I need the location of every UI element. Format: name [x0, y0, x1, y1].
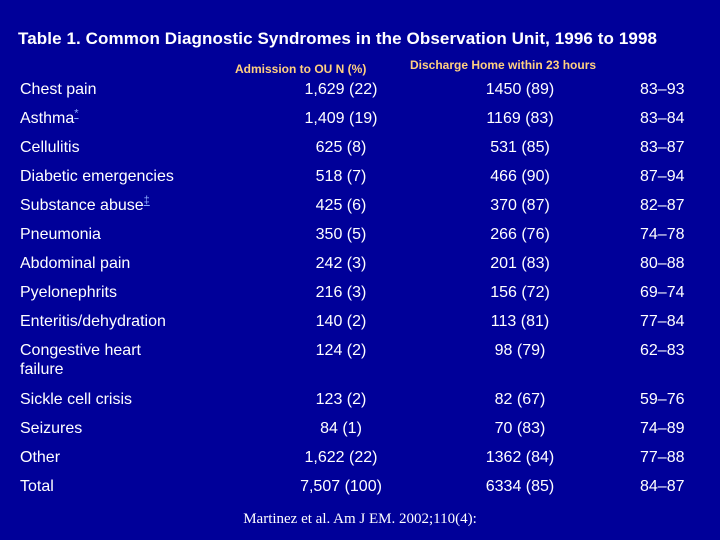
syndrome-name	[20, 390, 280, 409]
discharge-count: 1169 (83)	[486, 110, 554, 127]
confidence-interval: 84–87	[640, 478, 685, 495]
confidence-interval: 82–87	[640, 197, 685, 214]
table-row	[0, 138, 720, 166]
confidence-interval: 83–87	[640, 139, 685, 156]
syndrome-name	[20, 196, 280, 215]
discharge-count: 531 (85)	[490, 139, 550, 156]
table-row	[0, 225, 720, 253]
confidence-interval: 59–76	[640, 391, 685, 408]
discharge-count: 70 (83)	[494, 420, 546, 437]
admission-count: 1,622 (22)	[304, 449, 378, 466]
confidence-interval: 87–94	[640, 168, 685, 185]
syndrome-label: Pneumonia	[20, 226, 101, 243]
syndrome-label: Other	[20, 449, 61, 466]
table-row	[0, 80, 720, 108]
syndrome-label: Asthma	[20, 110, 75, 127]
discharge-count: 201 (83)	[490, 255, 550, 272]
confidence-interval: 77–84	[640, 313, 685, 330]
admission-column-header: Admission to OU N (%)	[235, 62, 367, 76]
syndrome-label: Cellulitis	[20, 139, 80, 156]
syndrome-label: Congestive heart failure	[20, 342, 141, 378]
table-title: Table 1. Common Diagnostic Syndromes in the Observation Unit, 1996 to 1998	[18, 29, 658, 48]
confidence-interval: 77–88	[640, 449, 685, 466]
syndrome-name	[20, 109, 280, 128]
syndrome-label: Diabetic emergencies	[20, 168, 174, 185]
citation	[0, 511, 720, 528]
admission-count: 124 (2)	[315, 342, 367, 359]
table-row	[0, 341, 720, 378]
syndrome-name	[20, 138, 280, 157]
table-row	[0, 283, 720, 311]
admission-count: 84 (1)	[320, 420, 362, 437]
confidence-interval: 74–78	[640, 226, 685, 243]
confidence-interval: 80–88	[640, 255, 685, 272]
confidence-interval: 83–84	[640, 110, 685, 127]
table-row	[0, 109, 720, 137]
confidence-interval: 62–83	[640, 342, 685, 359]
discharge-count: 113 (81)	[490, 313, 550, 330]
syndrome-name	[20, 167, 280, 186]
syndrome-name	[20, 254, 280, 273]
syndrome-name	[20, 225, 280, 244]
syndrome-label: Abdominal pain	[20, 255, 131, 272]
admission-count: 350 (5)	[315, 226, 367, 243]
syndrome-name	[20, 477, 280, 496]
syndrome-label: Substance abuse	[20, 197, 144, 214]
discharge-count: 1362 (84)	[485, 449, 555, 466]
syndrome-name	[20, 448, 280, 467]
table-row	[0, 254, 720, 282]
syndrome-label: Total	[20, 478, 54, 495]
syndrome-label: Chest pain	[20, 81, 97, 98]
discharge-count: 1450 (89)	[485, 81, 555, 98]
admission-count: 625 (8)	[315, 139, 367, 156]
admission-count: 518 (7)	[315, 168, 367, 185]
discharge-count: 466 (90)	[490, 168, 550, 185]
syndrome-name	[20, 419, 280, 438]
footnote-link[interactable]: ‡	[143, 194, 150, 207]
table-row	[0, 448, 720, 476]
footnote-link[interactable]: *	[74, 107, 79, 120]
syndrome-name	[20, 312, 280, 331]
table-row	[0, 477, 720, 505]
admission-count: 1,409 (19)	[304, 110, 378, 127]
syndrome-label: Seizures	[20, 420, 83, 437]
confidence-interval: 83–93	[640, 81, 685, 98]
discharge-count: 6334 (85)	[485, 478, 555, 495]
table-row	[0, 419, 720, 447]
confidence-interval: 69–74	[640, 284, 685, 301]
discharge-count: 266 (76)	[490, 226, 550, 243]
admission-count: 242 (3)	[315, 255, 367, 272]
citation-text: Martinez et al. Am J EM. 2002;110(4):	[243, 511, 477, 527]
syndrome-name	[20, 341, 185, 379]
admission-count: 123 (2)	[315, 391, 367, 408]
discharge-count: 82 (67)	[494, 391, 546, 408]
discharge-column-header: Discharge Home within 23 hours	[410, 58, 597, 72]
admission-count: 140 (2)	[315, 313, 367, 330]
admission-count: 425 (6)	[315, 197, 367, 214]
syndrome-name	[20, 283, 280, 302]
discharge-count: 370 (87)	[490, 197, 550, 214]
admission-count: 1,629 (22)	[304, 81, 378, 98]
table-row	[0, 390, 720, 418]
table-row	[0, 196, 720, 224]
discharge-count: 156 (72)	[490, 284, 550, 301]
discharge-count: 98 (79)	[494, 342, 546, 359]
confidence-interval: 74–89	[640, 420, 685, 437]
syndrome-label: Pyelonephrits	[20, 284, 117, 301]
table-row	[0, 167, 720, 195]
admission-count: 216 (3)	[315, 284, 367, 301]
syndrome-label: Enteritis/dehydration	[20, 313, 166, 330]
syndrome-label: Sickle cell crisis	[20, 391, 133, 408]
syndrome-name	[20, 80, 280, 99]
admission-count: 7,507 (100)	[300, 478, 382, 495]
table-row	[0, 312, 720, 340]
